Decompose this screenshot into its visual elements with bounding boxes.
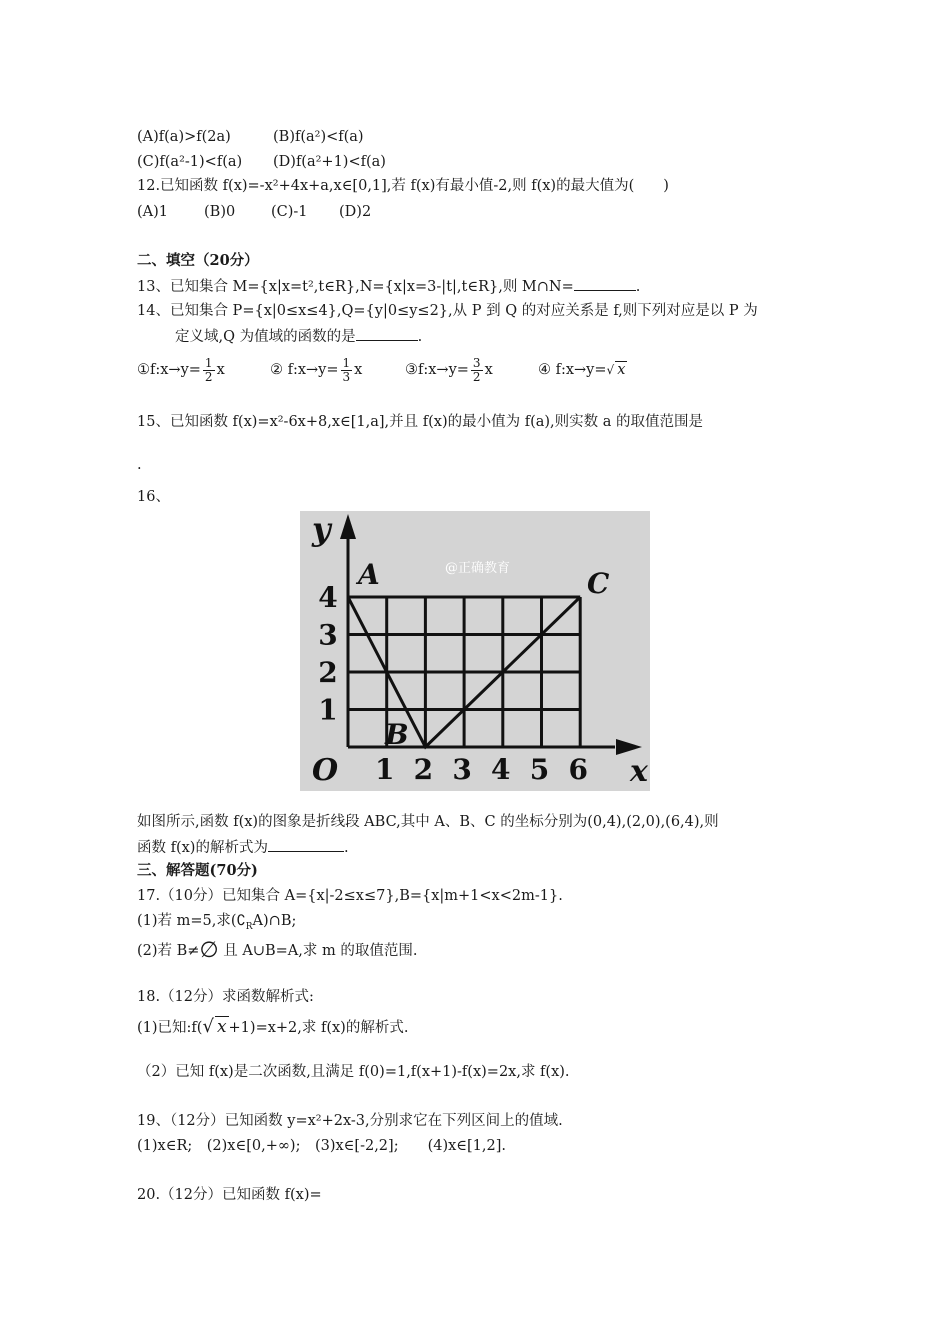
q17-part1-text: (1)若 m=5,求(∁ [137,913,246,929]
q14-option-4-prefix: ④ f:x→y= [538,362,607,378]
x-tick-label: 5 [529,753,550,786]
x-tick-label: 6 [568,753,588,786]
q19-stem: 19、（12分）已知函数 y=x²+2x-3,分别求它在下列区间上的值域. [137,1113,563,1129]
q16-period: . [343,840,349,856]
q18-part2: （2）已知 f(x)是二次函数,且满足 f(0)=1,f(x+1)-f(x)=2x,求 f(x). [137,1064,570,1080]
q16-description-line2-text: 函数 f(x)的解析式为 [137,840,268,856]
q14-option-3-suffix: x [484,362,493,378]
q11-option-a: (A)f(a)>f(2a) [137,129,231,145]
empty-set-symbol: ∅ [199,938,219,963]
y-axis-label: y [312,511,331,548]
section-3-heading: 三、解答题(70分) [137,862,258,879]
q18-part1-prefix: (1)已知:f( [137,1020,203,1036]
q15-stem: 15、已知函数 f(x)=x²-6x+8,x∈[1,a],并且 f(x)的最小值为 f(a),则实数 a 的取值范围是 [137,414,704,430]
point-c-label: C [587,567,610,600]
point-a-label: A [358,558,380,591]
q11-option-d: (D)f(a²+1)<f(a) [273,154,386,170]
q14-stem-line2 [175,326,422,347]
q19-parts: (1)x∈R; (2)x∈[0,+∞); (3)x∈[-2,2]; (4)x∈[1,2]. [137,1138,507,1154]
q16-answer-blank [268,837,344,852]
y-tick-label: 2 [318,656,338,689]
function-graph [300,511,650,791]
q17-stem: 17.（10分）已知集合 A={x|-2≤x≤7},B={x|m+1<x<2m-1}. [137,888,563,904]
q14-stem-line2-text: 定义域,Q 为值域的函数的是 [175,329,356,345]
graph-background [300,511,650,791]
denominator: 2 [472,369,481,384]
q14-option-2-fraction [341,357,353,384]
x-axis-label: x [630,754,648,789]
y-tick-label: 4 [318,581,338,614]
q14-option-2 [270,353,405,387]
q16-number: 16、 [137,489,170,505]
q14-stem-line1: 14、已知集合 P={x|0≤x≤4},Q={y|0≤y≤2},从 P 到 Q 的对应关系是 f,则下列对应是以 P 为 [137,303,758,319]
x-tick-label: 2 [413,753,434,786]
numerator: 1 [342,355,351,370]
q18-part1-text: +1)=x+2,求 f(x)的解析式. [228,1020,409,1036]
q15-period: . [137,457,142,473]
q12-option-a: (A)1 [137,204,169,220]
q14-period: . [417,329,423,345]
q13 [137,276,640,297]
q11-option-b: (B)f(a²)<f(a) [273,129,364,145]
q18-stem: 18.（12分）求函数解析式: [137,989,314,1005]
q12-options [137,202,371,222]
q17-part2 [137,938,418,963]
q14-option-1-suffix: x [216,362,225,378]
sqrt-sign: √ [202,1016,214,1037]
q14-options [137,353,627,387]
q17-part1 [137,911,296,931]
watermark-text: @正确教育 [445,561,511,576]
q13-answer-blank [574,276,636,291]
q11-options-row1 [137,127,364,147]
numerator: 3 [472,355,481,370]
q13-period: . [635,279,641,295]
q14-option-2-suffix: x [354,362,363,378]
point-b-label: B [385,718,409,751]
complement-subscript: R [245,921,253,932]
q14-option-3 [405,353,538,387]
q16-description-line1: 如图所示,函数 f(x)的图象是折线段 ABC,其中 A、B、C 的坐标分别为(0,4),(2,0),(6,4),则 [137,814,719,830]
section-2-heading: 二、填空（20分） [137,252,259,269]
q14-option-3-fraction [471,357,483,384]
q17-part2-text: 且 A∪B=A,求 m 的取值范围. [218,943,418,959]
x-tick-label: 4 [491,753,511,786]
q14-option-4 [538,353,627,387]
q17-part1-end: A)∩B; [252,913,297,929]
q12-option-c: (C)-1 [271,204,308,220]
q11-options-row2 [137,152,386,172]
q14-option-1-prefix: ①f:x→y= [137,362,201,378]
q16-description-line2 [137,837,349,858]
q12-option-b: (B)0 [204,204,236,220]
q11-option-c: (C)f(a²-1)<f(a) [137,154,243,170]
q18-part1 [137,1013,408,1042]
x-tick-label: 1 [374,753,395,786]
q13-stem: 13、已知集合 M={x|x=t²,t∈R},N={x|x=3-|t|,t∈R},则 M∩N= [137,279,574,295]
q18-part1-radicand: x [216,1017,227,1037]
y-tick-label: 1 [318,693,338,727]
q14-option-1-fraction [203,357,215,384]
q20-stem: 20.（12分）已知函数 f(x)= [137,1187,322,1203]
y-tick-label: 3 [318,618,338,652]
sqrt-sign: √ [606,363,615,377]
numerator: 1 [204,355,213,370]
q12-option-d: (D)2 [339,204,372,220]
x-tick-label: 3 [452,753,472,786]
q17-part2-prefix: (2)若 B≠ [137,943,200,959]
q14-option-1 [137,353,270,387]
q14-option-4-radicand: x [617,362,626,378]
denominator: 3 [342,369,351,384]
q14-option-2-prefix: ② f:x→y= [270,362,339,378]
q14-answer-blank [356,326,418,341]
q14-option-3-prefix: ③f:x→y= [405,362,469,378]
origin-label: O [312,753,339,788]
denominator: 2 [204,369,213,384]
q12-stem: 12.已知函数 f(x)=-x²+4x+a,x∈[0,1],若 f(x)有最小值-2,则 f(x)的最大值为( ) [137,178,669,194]
